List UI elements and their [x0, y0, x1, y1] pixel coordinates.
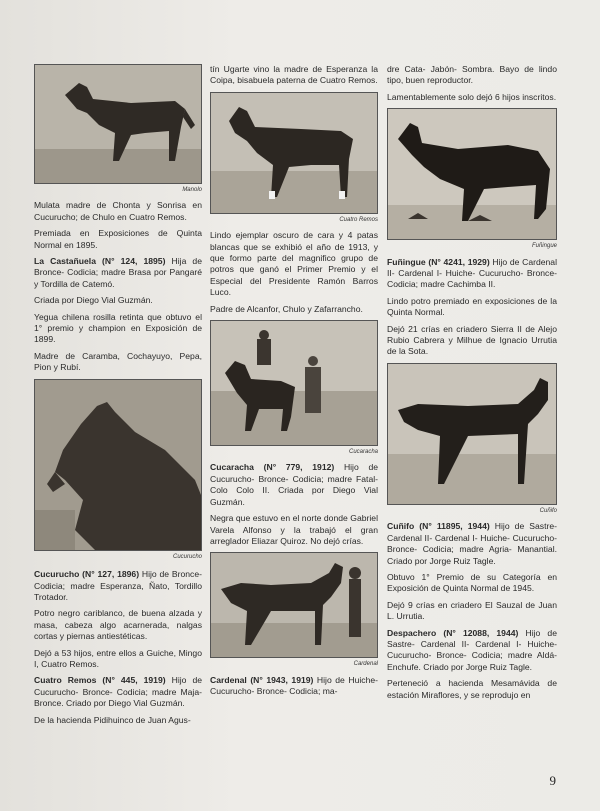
entry-title: Cuñifo (N° 11895, 1944)	[387, 521, 490, 532]
entry-text: Hijo de Cucurucho- Bronce- Codicia; madre Maja- Bronce. Criado por Diego Vial Guzmán.	[34, 675, 202, 709]
column-1	[34, 64, 202, 731]
paragraph: Mulata madre de Chonta y Sonrisa en Cucurucho; de Chulo en Cuatro Remos.	[34, 200, 202, 222]
entry-title: Fuñingue (N° 4241, 1929)	[387, 256, 490, 267]
entry-la-castanuela	[34, 256, 202, 290]
paragraph: Negra que estuvo en el norte donde Gabriel Varela Alfonso y la trabajó el gran arreglador Eliazar Quiroz. No dejó crías.	[210, 513, 378, 546]
entry-text: Hijo de Sastre- Cardenal II- Cardenal I- Huiche- Cucurucho- Bronce- Codicia; madre Agria- Manantial. Criado por Jorge Ruiz Tagle.	[387, 521, 557, 566]
photo-cunifo	[387, 363, 557, 505]
paragraph: Criada por Diego Vial Guzmán.	[34, 295, 153, 306]
photo-cardenal	[210, 552, 378, 658]
paragraph: Perteneció a hacienda Mesamávida de estación Miraflores, y se reprodujo en	[387, 678, 557, 700]
entry-funingue	[387, 257, 557, 291]
entry-cucaracha	[210, 462, 378, 508]
photo-cucaracha	[210, 320, 378, 446]
paragraph: Potro negro cariblanco, de buena alzada y masa, cabeza algo acarnerada, nalgas cortas y piernas antiestéticas.	[34, 608, 202, 642]
entry-title: Cucaracha (N° 779, 1912)	[210, 462, 335, 473]
entry-text: Hijo de Cucurucho- Bronce- Codicia; madre Fatal- Colo Colo II. Criada por Diego Vial Guzmán.	[210, 462, 379, 507]
entry-text: Hijo de Huiche- Cucurucho- Bronce- Codicia; ma-	[210, 674, 378, 697]
paragraph: Dejó 9 crías en criadero El Sauzal de Juan L. Urrutia.	[387, 599, 557, 622]
entry-title: La Castañuela (N° 124, 1895)	[34, 256, 166, 267]
paragraph: Dejó a 53 hijos, entre ellos a Guiche, Mingo I, Cuatro Remos.	[34, 647, 202, 669]
photo-caption: Fuñingue	[531, 243, 557, 250]
photo-caption: Cuñifo	[539, 507, 557, 514]
photo-funingue	[387, 108, 557, 240]
paragraph: Yegua chilena rosilla retinta que obtuvo el 1° premio y champion en Exposición de 1899.	[34, 311, 202, 345]
paragraph: Padre de Alcanfor, Chulo y Zafarrancho.	[210, 303, 363, 314]
photo-caption: Manolo	[182, 187, 202, 193]
entry-cunifo	[387, 521, 557, 567]
paragraph: Obtuvo 1° Premio de su Categoría en Exposición de Quinta Normal de 1945.	[387, 571, 557, 594]
entry-title: Cuatro Remos (N° 445, 1919)	[34, 675, 166, 686]
photo-caption: Cucaracha	[348, 449, 378, 456]
page-number: 9	[549, 773, 556, 788]
entry-text: Hija de Bronce- Codicia; madre Brasa por Pangaré y Tordilla de Catemó.	[34, 256, 202, 289]
entry-despachero	[387, 628, 557, 674]
photo-caption: Cuatro Remos	[339, 216, 378, 223]
photo-caption: Cardenal	[353, 661, 378, 668]
entry-text: Hijo de Sastre- Cardenal II- Cardenal I- Huiche- Cucurucho- Bronce- Codicia; madre Aldá- Enchufe. Criado por Jorge Ruiz Tagle.	[387, 627, 557, 672]
paragraph: Lindo potro premiado en exposiciones de la Quinta Normal.	[387, 295, 557, 318]
entry-text: Hijo de Cardenal II- Cardenal I- Huiche- Cucurucho- Bronce- Codicia; madre Cachimba II.	[387, 256, 557, 290]
paragraph: tín Ugarte vino la madre de Esperanza la Coipa, bisabuela paterna de Cuatro Remos.	[210, 64, 378, 86]
paragraph: Lamentablemente solo dejó 6 hijos inscritos.	[387, 91, 557, 102]
column-2	[210, 64, 378, 703]
paragraph: Lindo ejemplar oscuro de cara y 4 patas blancas que se exhibió el año de 1913, y que formo parte del magnifico grupo de potros que ganó el Primer Premio y el Especial del Presidente Ramón Barros Luco.	[210, 230, 378, 298]
paragraph: Madre de Caramba, Cochayuyo, Pepa, Pion y Rubí.	[34, 350, 202, 373]
paragraph: De la hacienda Pidihuinco de Juan Agus-	[34, 714, 191, 725]
paragraph: Dejó 21 crías en criadero Sierra II de Alejo Rubio Cabrera y Milhue de Ignacio Urrutia de la Sota.	[387, 323, 557, 357]
entry-title: Despachero (N° 12088, 1944)	[387, 627, 519, 638]
paragraph: dre Cata- Jabón- Sombra. Bayo de lindo tipo, buen reproductor.	[387, 64, 557, 86]
photo-manolo	[34, 64, 202, 184]
photo-caption: Cucurucho	[172, 553, 202, 560]
column-3	[387, 64, 557, 706]
entry-text: Hijo de Bronce- Codicia; madre Esperanza, Ñato, Tordillo Trotador.	[34, 569, 202, 602]
paragraph: Premiada en Exposiciones de Quinta Normal en 1895.	[34, 228, 202, 250]
photo-cucurucho	[34, 379, 202, 551]
entry-title: Cucurucho (N° 127, 1896)	[34, 569, 140, 580]
entry-cardenal	[210, 675, 378, 698]
entry-cucurucho	[34, 569, 202, 603]
photo-cuatro-remos	[210, 92, 378, 214]
entry-title: Cardenal (N° 1943, 1919)	[210, 674, 314, 685]
entry-cuatro-remos	[34, 675, 202, 709]
